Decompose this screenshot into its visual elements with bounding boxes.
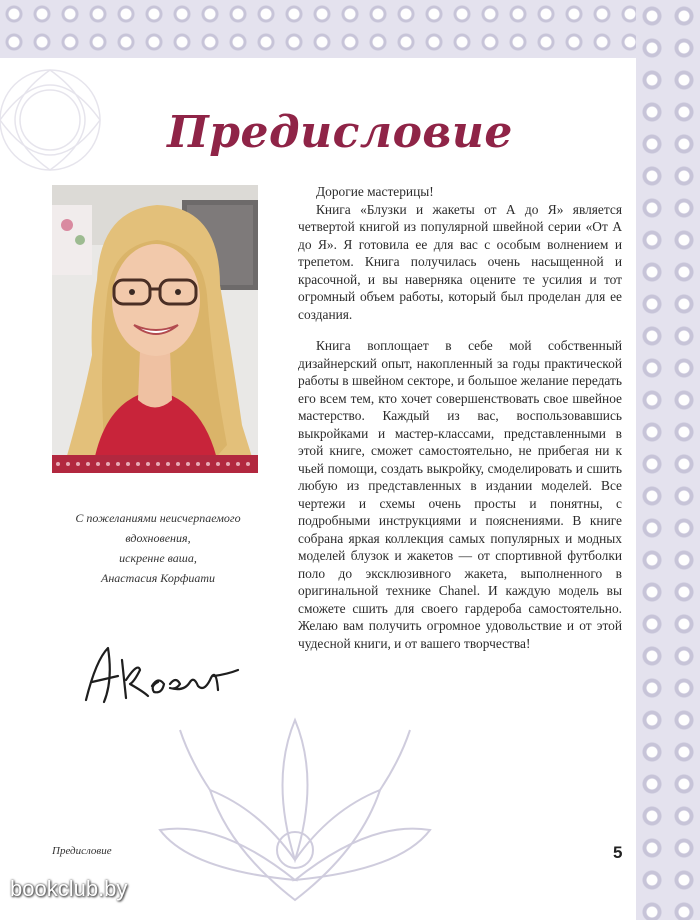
lace-flower-decoration (150, 700, 440, 920)
greeting: Дорогие мастерицы! (316, 184, 434, 199)
caption-line: Анастасия Корфиати (100, 571, 216, 585)
photo-caption (58, 508, 258, 588)
caption-line: искренне ваша, (119, 551, 197, 565)
watermark: bookclub.by (10, 876, 128, 901)
photo-poster (52, 205, 92, 275)
paragraph: Книга воплощает в себе мой собственный дизайнерский опыт, накопленный за годы практической работы в швейном секторе, и большое желание передать его всем тем, кто хочет совершенствовать свое швейное мастерство. Каждый из вас, воспользовавшись выкройками и мастер-классами, представленными в этой книге, сможет самостоятельно, не прибегая ни к чьей помощи, создать выкройку, смоделировать и сшить любую из представленных в издании моделей. Все чертежи и схемы очень просты и понятны, с подробными инструкциями и пояснениями. В книге собрана яркая коллекция самых популярных и модных моделей блузок и жакетов — от спортивной футболки поло до эксклюзивного жакета, выполненного в оригинальной технике Chanel. И каждую модель вы сможете сшить для своего гардероба самостоятельно. Желаю вам получить огромное удовольствие и от этой чудесной книги, и от вашего творчества! (298, 338, 622, 651)
caption-line: С пожеланиями неисчерпаемого (75, 511, 241, 525)
author-photo (52, 185, 258, 473)
preface-body (298, 183, 622, 666)
caption-line: вдохновения, (125, 531, 191, 545)
footer-section-title: Предисловие (52, 845, 112, 857)
page-title: Предисловие (167, 107, 513, 159)
page-number: 5 (613, 843, 623, 862)
photo-face (112, 244, 200, 356)
photo-neck (138, 350, 172, 408)
paragraph: Книга «Блузки и жакеты от А до Я» является четвертой книгой из популярной швейной серии «От А до Я». Я готовила ее для вас с особым волнением и трепетом. Книга получилась очень насыщенной и красочной, и вы наверняка оцените те усилия и тот огромный объем работы, который был проделан для ее создания. (298, 201, 622, 322)
